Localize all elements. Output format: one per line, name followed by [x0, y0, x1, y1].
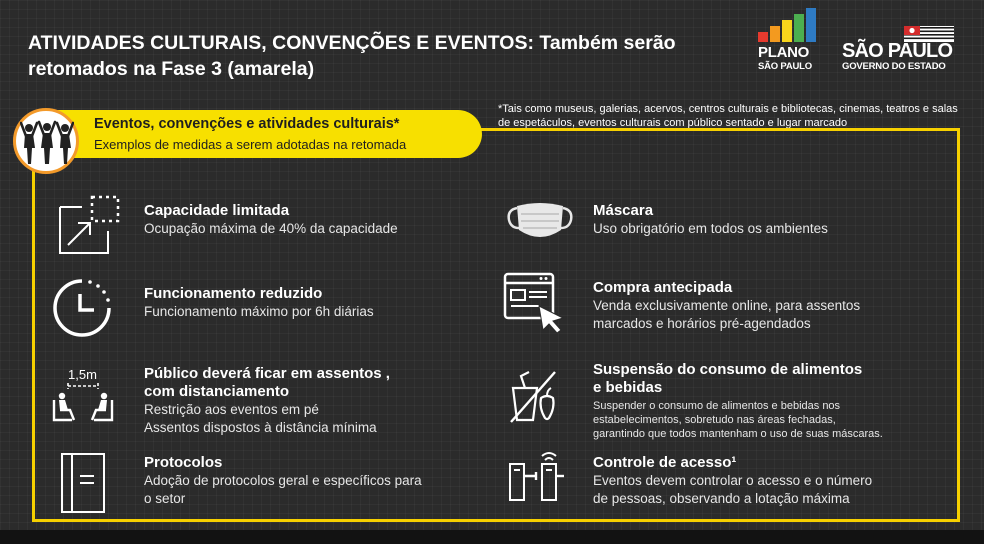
measure-title: Controle de acesso¹: [593, 454, 737, 471]
logo-sp-subtext: GOVERNO DO ESTADO: [842, 61, 946, 72]
measure-title-line: Suspensão do consumo de alimentos: [593, 361, 863, 378]
measure-capacity: [144, 202, 398, 238]
logo-sp-text: SÃO PAULO: [842, 40, 953, 62]
measure-reduced-hours: [144, 285, 374, 321]
logo-bar-red: [758, 32, 768, 42]
logo-bars: [758, 8, 822, 42]
logo-plano-subtext: SÃO PAULO: [758, 61, 812, 72]
banner-title: Eventos, convenções e atividades culturais*: [94, 116, 400, 132]
banner-subtitle: Exemplos de medidas a serem adotadas na retomada: [94, 137, 407, 152]
document-icon: [60, 452, 106, 514]
footnote: *Tais como museus, galerias, acervos, centros culturais e bibliotecas, cinemas, teatros e salas de espetáculos, eventos culturais com público sentado e lugar marcado: [498, 103, 958, 129]
measure-desc-line: marcados e horários pré-agendados: [593, 316, 811, 331]
measure-desc: Funcionamento máximo por 6h diárias: [144, 304, 374, 319]
page-title: [28, 30, 748, 82]
measure-title-line: Público deverá ficar em assentos ,: [144, 365, 390, 382]
measure-title-line: e bebidas: [593, 379, 663, 396]
measure-title-line: com distanciamento: [144, 383, 290, 400]
measure-desc-line: de pessoas, observando a lotação máxima: [593, 491, 850, 506]
bottom-bar: [0, 530, 984, 544]
measure-title: Funcionamento reduzido: [144, 285, 323, 302]
logo-bar-green: [794, 14, 804, 42]
governo-sao-paulo-logo: [838, 24, 968, 72]
measure-seated-public: [144, 365, 390, 437]
measure-desc-line: Venda exclusivamente online, para assentos: [593, 298, 861, 313]
no-food-icon: [507, 368, 559, 424]
measure-desc-line: Assentos dispostos à distância mínima: [144, 420, 377, 435]
measure-food-suspension: [593, 361, 883, 441]
logo-bar-blue: [806, 8, 816, 42]
clock-icon: [52, 278, 112, 338]
measure-title: Máscara: [593, 202, 654, 219]
measure-desc-line: Eventos devem controlar o acesso e o número: [593, 473, 873, 488]
measure-mask: [593, 202, 828, 238]
measure-desc: Ocupação máxima de 40% da capacidade: [144, 221, 398, 236]
title-line-1: ATIVIDADES CULTURAIS, CONVENÇÕES E EVENTOS: Também serão: [28, 32, 676, 54]
online-purchase-icon: [503, 272, 567, 334]
mask-icon: [505, 200, 575, 244]
measure-desc-line: garantindo que todos mantenham o uso de suas máscaras.: [593, 428, 883, 440]
section-banner: [36, 110, 482, 158]
measure-desc-line: estabelecimentos, sobretudo nas áreas fechadas,: [593, 414, 836, 426]
measure-desc-line: Adoção de protocolos geral e específicos para: [144, 473, 422, 488]
logo-plano-text: PLANO: [758, 44, 810, 61]
distance-label: 1,5m: [68, 367, 97, 382]
measure-title: Protocolos: [144, 454, 223, 471]
measure-desc-line: Suspender o consumo de alimentos e bebidas nos: [593, 400, 841, 412]
title-line-2: retomados na Fase 3 (amarela): [28, 58, 315, 80]
measure-title: Capacidade limitada: [144, 202, 290, 219]
measure-access-control: [593, 454, 872, 508]
people-badge: [13, 108, 79, 174]
logo-bar-orange: [770, 26, 780, 42]
capacity-icon: [58, 195, 120, 255]
seats-distance-icon: [50, 382, 116, 424]
people-celebrating-icon: [20, 119, 74, 167]
measure-desc-line: Restrição aos eventos em pé: [144, 402, 319, 417]
measure-desc-line: o setor: [144, 491, 186, 506]
logo-bar-yellow: [782, 20, 792, 42]
measure-protocols: [144, 454, 422, 508]
measure-title: Compra antecipada: [593, 279, 733, 296]
measure-advance-purchase: [593, 279, 860, 333]
turnstile-icon: [506, 450, 568, 502]
plano-sao-paulo-logo: [756, 8, 830, 70]
measure-desc: Uso obrigatório em todos os ambientes: [593, 221, 828, 236]
